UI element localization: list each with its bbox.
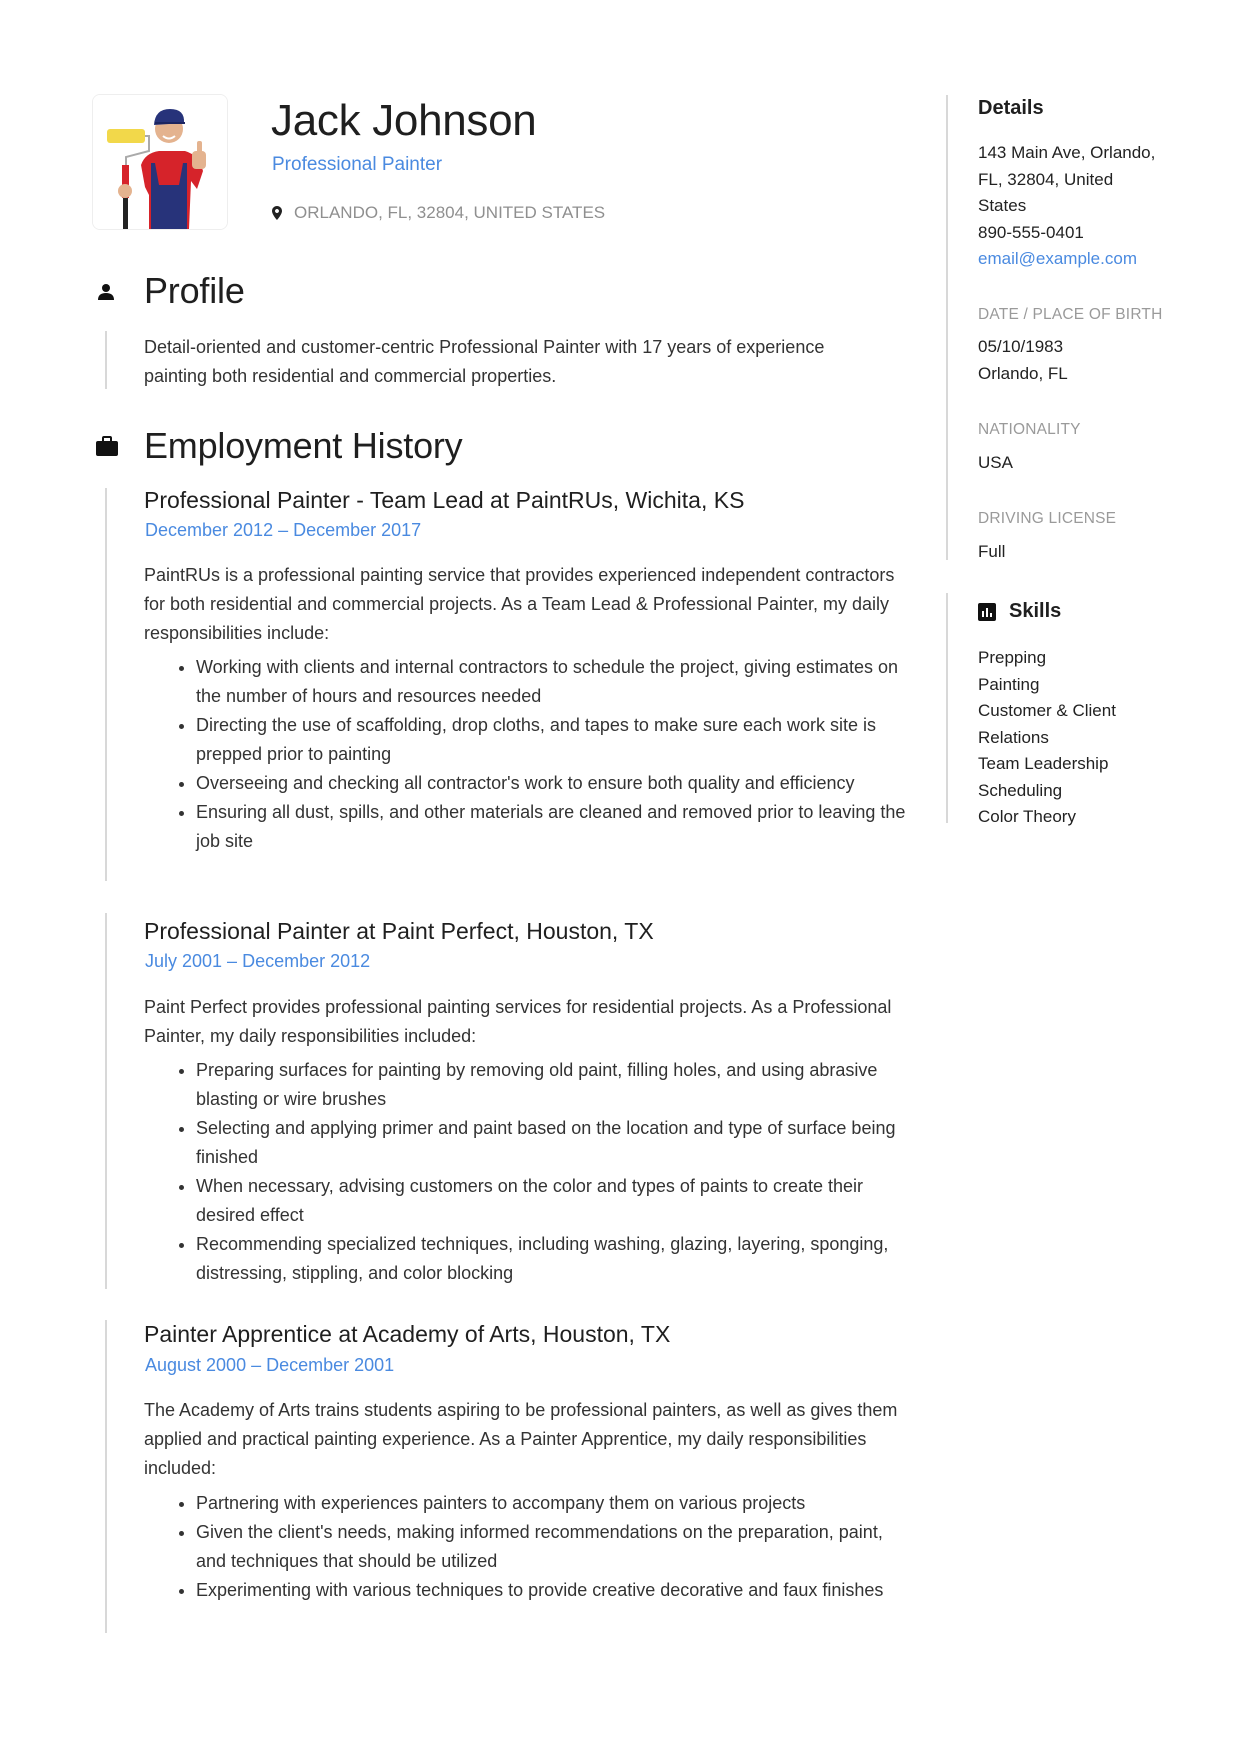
- job-1-description: PaintRUs is a professional painting service that provides experienced independent contractors for both residential and commercial projects. As a Team Lead & Professional Painter, my daily responsibilities include:: [144, 565, 895, 643]
- phone-number: 890-555-0401: [978, 222, 1084, 242]
- painter-photo-icon: [93, 95, 227, 229]
- location-text: ORLANDO, FL, 32804, UNITED STATES: [294, 203, 606, 222]
- birth-date: 05/10/1983: [978, 337, 1064, 356]
- job-1-title: Professional Painter - Team Lead at PaintRUs, Wichita, KS: [144, 487, 745, 513]
- skills-heading: Skills: [1009, 600, 1062, 622]
- skill-item: Team Leadership: [978, 754, 1109, 773]
- birth-label: DATE / PLACE OF BIRTH: [978, 306, 1163, 323]
- list-item: • Partnering with experiences painters to accompany them on various projects: [196, 1489, 914, 1518]
- bar-chart-icon: [978, 603, 996, 621]
- nationality-label: NATIONALITY: [978, 421, 1081, 438]
- email-link[interactable]: email@example.com: [978, 249, 1137, 268]
- job-3-title: Painter Apprentice at Academy of Arts, Houston, TX: [144, 1321, 671, 1347]
- address-line-2: FL, 32804, United: [978, 169, 1114, 189]
- list-item: • Given the client's needs, making informed recommendations on the preparation, paint, and techniques that should be utilized: [196, 1518, 914, 1576]
- list-item: • When necessary, advising customers on the color and types of paints to create their desired effect: [196, 1172, 914, 1230]
- birth-info: [978, 334, 1198, 387]
- job-2-dates: July 2001 – December 2012: [145, 951, 371, 971]
- candidate-name: Jack Johnson: [271, 96, 537, 145]
- list-item: • Recommending specialized techniques, including washing, glazing, layering, sponging, distressing, stippling, and color blocking: [196, 1230, 914, 1288]
- address-line-1: 143 Main Ave, Orlando,: [978, 143, 1156, 162]
- list-item: • Selecting and applying primer and paint based on the location and type of surface being finished: [196, 1114, 914, 1172]
- profile-summary: [144, 333, 914, 391]
- list-item: • Experimenting with various techniques to provide creative decorative and faux finishes: [196, 1576, 914, 1605]
- license-label: DRIVING LICENSE: [978, 510, 1117, 527]
- job-2-rule: [105, 913, 107, 1289]
- profile-line-1: Detail-oriented and customer-centric Professional Painter with 17 years of experience: [144, 337, 825, 357]
- job-2-bullets: [144, 1056, 914, 1288]
- list-item: • Directing the use of scaffolding, drop cloths, and tapes to make sure each work site is prepped prior to painting: [196, 711, 914, 769]
- details-heading: Details: [978, 97, 1044, 119]
- candidate-location: [272, 203, 605, 223]
- profile-rule: [105, 331, 107, 389]
- employment-heading: Employment History: [144, 425, 463, 466]
- job-3-dates: August 2000 – December 2001: [145, 1355, 395, 1375]
- skill-item: Color Theory: [978, 807, 1076, 826]
- job-2-description: Paint Perfect provides professional painting services for residential projects. As a Professional Painter, my daily responsibilities included:: [144, 997, 892, 1046]
- skill-item: Relations: [978, 727, 1049, 747]
- skills-header: [978, 600, 1061, 623]
- list-item: • Ensuring all dust, spills, and other materials are cleaned and removed prior to leaving the job site: [196, 798, 914, 856]
- list-item: • Overseeing and checking all contractor's work to ensure both quality and efficiency: [196, 769, 914, 798]
- person-icon: [96, 282, 116, 307]
- candidate-job-title: Professional Painter: [272, 154, 443, 175]
- skills-rule: [946, 593, 948, 823]
- skill-item: Painting: [978, 674, 1040, 694]
- job-1-rule: [105, 488, 107, 881]
- profile-line-2: painting both residential and commercial properties.: [144, 366, 557, 386]
- skills-list: [978, 645, 1198, 831]
- profile-photo: [92, 94, 228, 230]
- birth-place: Orlando, FL: [978, 363, 1068, 383]
- nationality-value: USA: [978, 453, 1013, 472]
- details-rule: [946, 95, 948, 560]
- skill-item: Scheduling: [978, 780, 1063, 800]
- address-line-3: States: [978, 196, 1027, 215]
- list-item: • Preparing surfaces for painting by removing old paint, filling holes, and using abrasive blasting or wire brushes: [196, 1056, 914, 1114]
- job-3-rule: [105, 1320, 107, 1633]
- job-1-dates: December 2012 – December 2017: [145, 520, 422, 540]
- job-2-title: Professional Painter at Paint Perfect, Houston, TX: [144, 918, 654, 944]
- contact-block: [978, 140, 1198, 273]
- map-pin-icon: [272, 206, 282, 220]
- job-3-description: The Academy of Arts trains students aspiring to be professional painters, as well as gives them applied and practical painting experience. As a Painter Apprentice, my daily responsibilities included:: [144, 1400, 898, 1478]
- license-value: Full: [978, 542, 1006, 561]
- job-3-bullets: [144, 1489, 914, 1605]
- profile-heading: Profile: [144, 270, 245, 311]
- job-1-bullets: [144, 653, 914, 856]
- list-item: • Working with clients and internal contractors to schedule the project, giving estimates on the number of hours and resources needed: [196, 653, 914, 711]
- skill-item: Prepping: [978, 648, 1047, 667]
- skill-item: Customer & Client: [978, 701, 1116, 720]
- briefcase-icon: [96, 436, 118, 461]
